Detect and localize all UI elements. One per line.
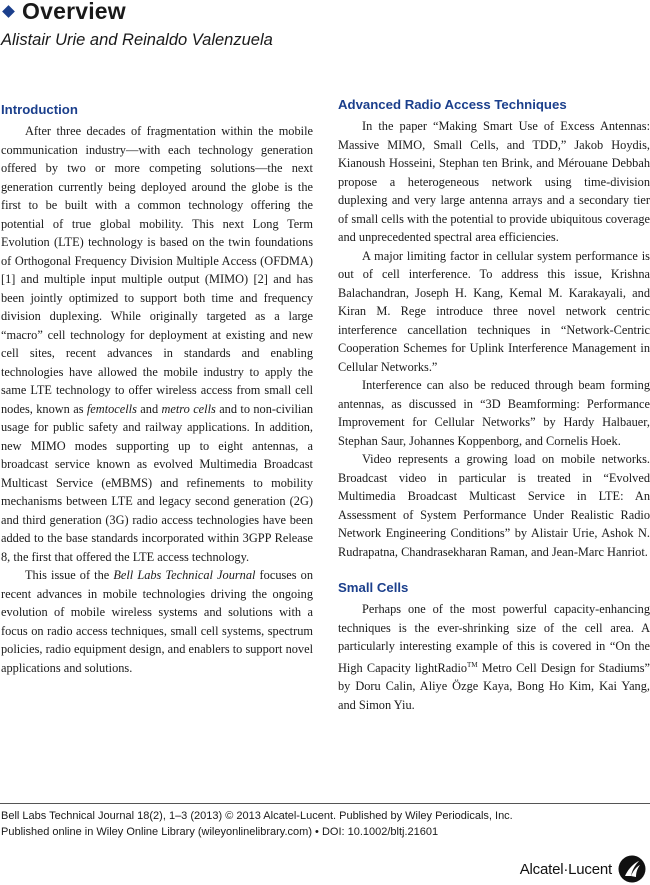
- intro-paragraph-2: [1, 566, 313, 677]
- footer-line-2: Published online in Wiley Online Library (wileyonlinelibrary.com) • DOI: 10.1002/bltj.21601: [1, 826, 439, 838]
- alcatel-lucent-logo: [520, 854, 646, 884]
- intro-p1-text-b: and to non-civilian usage for public safety and railway applications. In addition, new MIMO modes supporting up to eight antennas, a broadcast service known as evolved Multimedia Broadcast Multicast Service (eMBMS) and refinements to mobility mechanisms between LTE and legacy second generation (2G) and third generation (3G) radio access technologies have been added to the base standards incorporated within 3GPP Release 8, the first that offered the LTE access technology.: [1, 401, 314, 564]
- small-p1-text-a: Perhaps one of the most powerful capacity-enhancing techniques is the ever-shrinking size of the cell area. A particularly interesting example of this is covered in “On the High Capacity lightRadio: [338, 602, 650, 675]
- footer-citation: [1, 808, 513, 840]
- adv-paragraph-2: A major limiting factor in cellular system performance is out of cell interference. To address this issue, Krishna Balachandran, Joseph H. Kang, Kemal M. Karakayali, and Kiran M. Rege introduce three novel network centric interference cancellation techniques in “Network-Centric Cooperation Schemes for Uplink Interference Management in Cellular Networks.”: [338, 248, 650, 374]
- logo-text: Alcatel·Lucent: [519, 860, 612, 878]
- footer-rule: [0, 803, 650, 804]
- journal-name: Bell Labs Technical Journal: [113, 568, 256, 582]
- right-column: [338, 96, 650, 714]
- section-heading-small-cells: Small Cells: [338, 580, 409, 595]
- adv-paragraph-1: In the paper “Making Smart Use of Excess Antennas: Massive MIMO, Small Cells, and TDD,” Jakob Hoydis, Kianoush Hosseini, Stephan ten Brink, and Mérouane Debbah propose a heterogeneous network using time-division duplexing and very large antenna arrays and a secondary tier of small cells with the potential to provide ubiquitous coverage and unprecedented spectral area efficiencies.: [338, 119, 650, 244]
- section-heading-advanced-radio: Advanced Radio Access Techniques: [338, 97, 567, 112]
- left-column: [1, 101, 313, 677]
- section-heading-introduction: Introduction: [1, 102, 78, 117]
- intro-paragraph-1: [1, 122, 313, 566]
- adv-paragraph-4: Video represents a growing load on mobile networks. Broadcast video in particular is treated in “Evolved Multimedia Broadcast Multicast Service in LTE: An Assessment of System Performance Under Realistic Radio Network Engineering Conditions” by Alistair Urie, Ashok N. Rudrapatna, Chandrasekharan Raman, and Jean-Marc Hanriot.: [338, 452, 650, 559]
- page-title: Overview: [22, 0, 126, 24]
- intro-p2-text-a: This issue of the: [25, 568, 114, 582]
- alcatel-lucent-swirl-icon: [618, 855, 646, 883]
- small-p1-text-b: Metro Cell Design for Stadiums” by Doru Calin, Aliye Özge Kaya, Bong Ho Kim, Kai Yang, and Simon Yiu.: [338, 660, 650, 712]
- authors: Alistair Urie and Reinaldo Valenzuela: [1, 31, 273, 49]
- adv-paragraph-3: Interference can also be reduced through beam forming antennas, as discussed in “3D Beamforming: Performance Improvement for Cellular Networks” by Hardy Halbauer, Stephan Saur, Johannes Koppenborg, and Cornelis Hoek.: [338, 378, 650, 448]
- diamond-bullet-icon: [2, 5, 15, 18]
- intro-p1-text-a: After three decades of fragmentation within the mobile communication industry—with each technology generation offered by two or more competing solutions—the next generation currently being deployed around the globe is the first to be built with a common technology offering the potential of true global mobility. This next Long Term Evolution (LTE) technology is based on the twin foundations of Orthogonal Frequency Division Multiple Access (OFDMA) [1] and multiple input multiple output (MIMO) [2] and has been jointly optimized to support both time and frequency division duplexing. While originally targeted as a large “macro” cell technology for deployment at existing and new cell sites, recent advances in standards and enabling technologies have allowed the mobile industry to apply the same LTE technology to offer wireless access from small cell nodes, known as: [1, 124, 313, 416]
- section-gap: [338, 561, 650, 579]
- intro-p2-text-b: focuses on recent advances in mobile technologies driving the ongoing evolution of mobile wireless systems and solutions with a focus on radio access techniques, small cell systems, spectrum policies, radio equipment design, and enablers to support novel applications and solutions.: [1, 568, 314, 675]
- intro-p1-metro-cells: metro cells: [161, 401, 216, 416]
- small-cells-paragraph-1: [338, 600, 650, 714]
- title-row: [2, 0, 126, 24]
- footer-line-1: Bell Labs Technical Journal 18(2), 1–3 (2013) © 2013 Alcatel-Lucent. Published by Wiley Periodicals, Inc.: [1, 810, 513, 822]
- trademark-sup: TM: [467, 660, 478, 669]
- intro-p1-and: and: [136, 401, 162, 416]
- intro-p1-femtocells: femtocells: [86, 401, 137, 416]
